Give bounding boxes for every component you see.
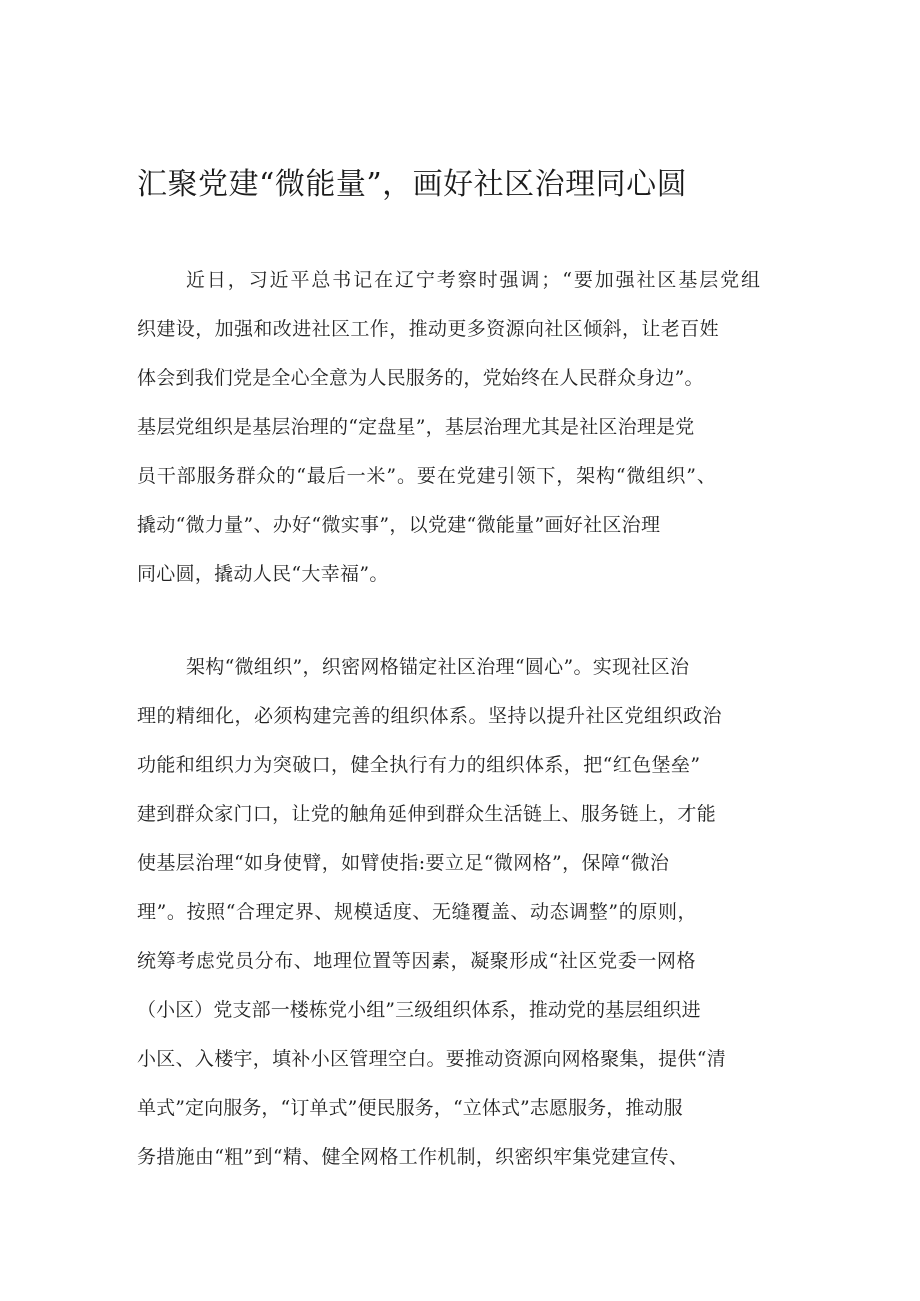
paragraph-1-line-2: 织建设，加强和改进社区工作，推动更多资源向社区倾斜，让老百姓 (137, 318, 720, 340)
document-title: 汇聚党建“微能量”，画好社区治理同心圆 (137, 167, 688, 202)
paragraph-1-line-6: 撬动“微力量”、办好“微实事”，以党建“微能量”画好社区治理 (137, 514, 661, 536)
paragraph-2-line-6: 理”。按照“合理定界、规模适度、无缝覆盖、动态调整”的原则， (137, 901, 698, 923)
paragraph-2-line-9: 小区、入楼宇，填补小区管理空白。要推动资源向网格聚集，提供“清 (137, 1048, 727, 1070)
paragraph-2-line-4: 建到群众家门口，让党的触角延伸到群众生活链上、服务链上，才能 (137, 803, 717, 825)
paragraph-1-line-5: 员干部服务群众的“最后一米”。要在党建引领下，架构“微组织”、 (137, 465, 717, 487)
paragraph-2-line-11: 务措施由“粗”到“精、健全网格工作机制，织密织牢集党建宣传、 (137, 1146, 689, 1168)
paragraph-2-line-8: （小区）党支部一楼栋党小组”三级组织体系，推动党的基层组织进 (137, 999, 701, 1021)
paragraph-2-line-5: 使基层治理“如身使臂，如臂使指:要立足“微网格”，保障“微治 (137, 852, 670, 874)
paragraph-1-line-4: 基层党组织是基层治理的“定盘星”，基层治理尤其是社区治理是党 (137, 416, 695, 438)
paragraph-1-line-3: 体会到我们党是全心全意为人民服务的，党始终在人民群众身边”。 (137, 367, 704, 389)
paragraph-2-line-3: 功能和组织力为突破口，健全执行有力的组织体系，把“红色堡垒” (137, 754, 701, 776)
paragraph-2-line-2: 理的精细化，必须构建完善的组织体系。坚持以提升社区党组织政治 (137, 705, 723, 727)
paragraph-2-line-7: 统筹考虑党员分布、地理位置等因素，凝聚形成“社区党委一网格 (137, 950, 697, 972)
paragraph-1-line-1: 近日，习近平总书记在辽宁考察时强调；“要加强社区基层党组 (186, 269, 762, 291)
paragraph-2-line-10: 单式”定向服务，“订单式”便民服务，“立体式”志愿服务，推动服 (137, 1097, 683, 1119)
paragraph-2-line-1: 架构“微组织”，织密网格锚定社区治理“圆心”。实现社区治 (186, 656, 690, 678)
paragraph-1-line-7: 同心圆，撬动人民“大幸福”。 (137, 563, 389, 585)
